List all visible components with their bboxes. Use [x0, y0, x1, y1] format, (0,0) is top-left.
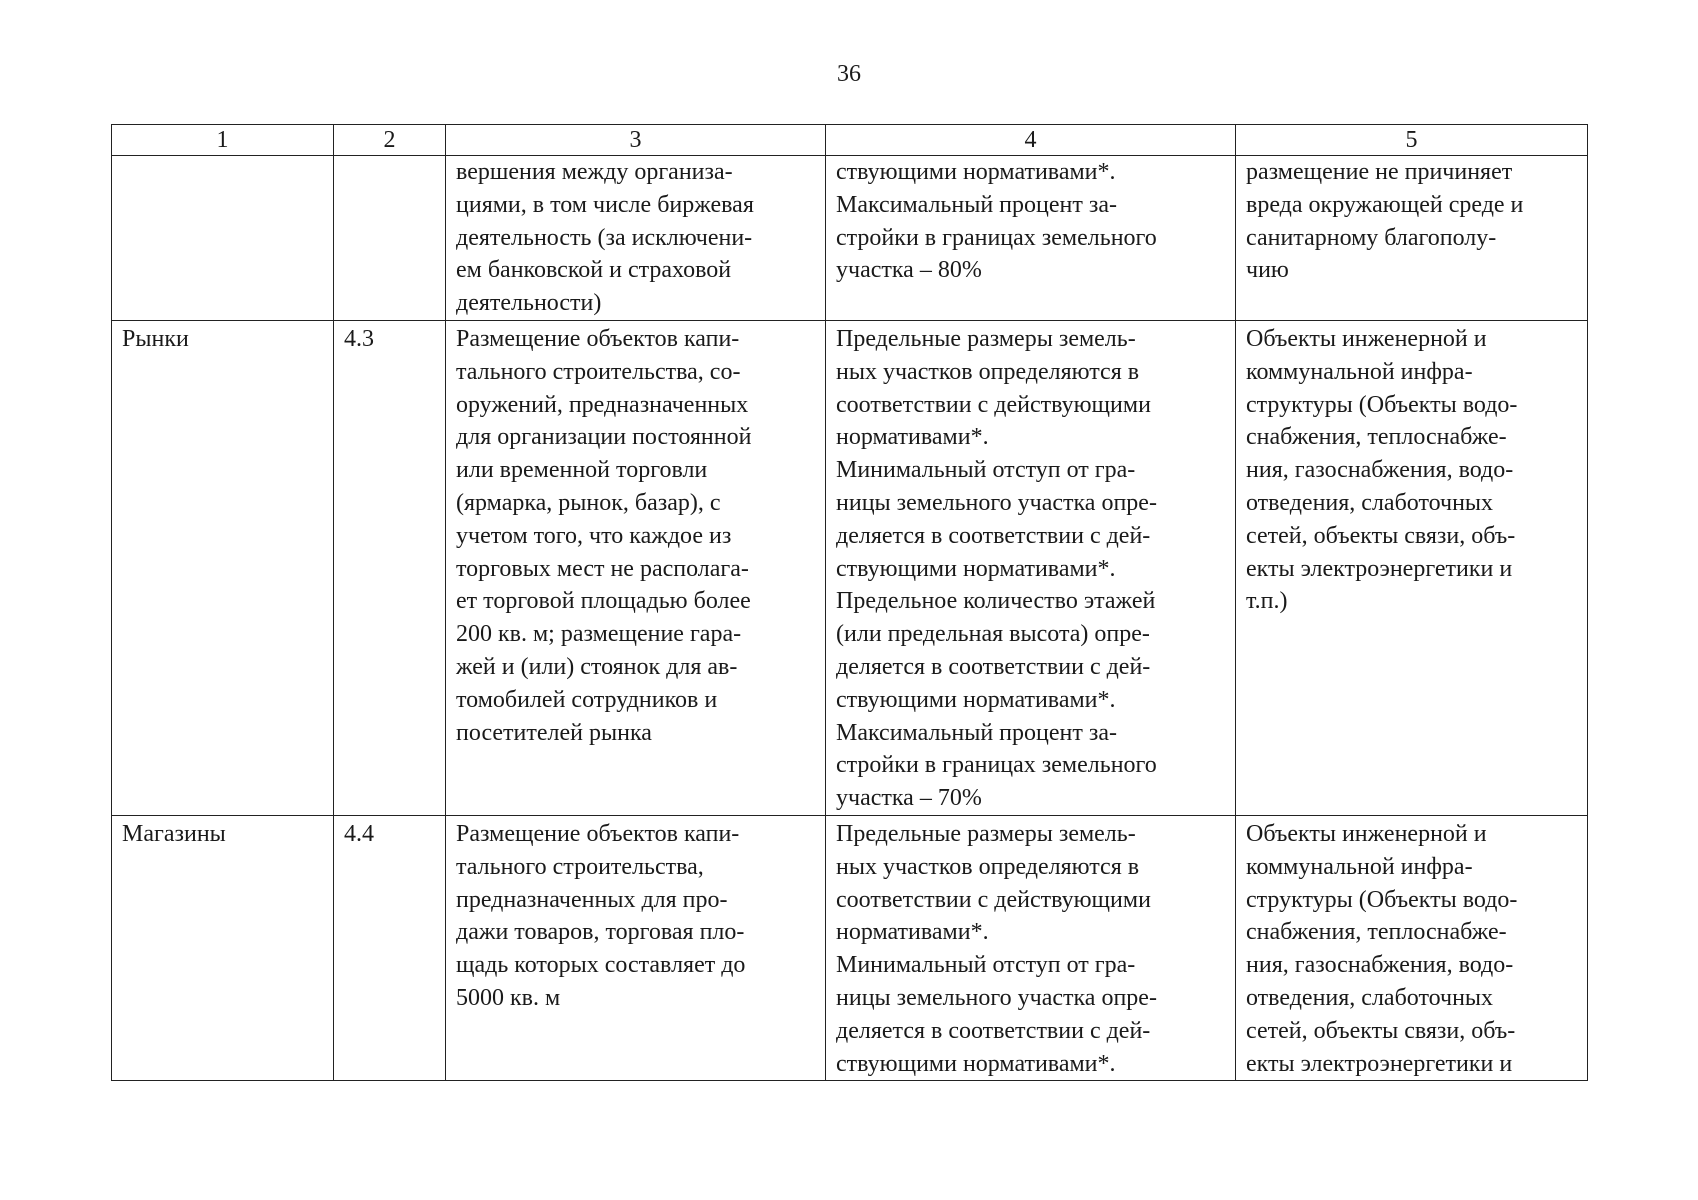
use-name-cell [112, 156, 334, 321]
header-cell-3: 3 [446, 125, 826, 156]
auxiliary-uses-cell: Объекты инженерной и коммунальной инфра- структуры (Объекты водо- снабжения, теплоснабже- ния, газоснабжения, водо- отведения, слаботочных сетей, объекты связи, объ- екты электроэнергетики и т.п.) [1236, 320, 1588, 815]
use-parameters-cell: Предельные размеры земель- ных участков определяются в соответствии с действующими нормативами*. Минимальный отступ от гра- ницы земельного участка опре- деляется в соответствии с дей- ствующими нормативами*. Предельное количество этажей (или предельная высота) опре- деляется в соответствии с дей- ствующими нормативами*. Максимальный процент за- стройки в границах земельного участка – 70% [826, 320, 1236, 815]
use-code-cell: 4.3 [334, 320, 446, 815]
header-cell-1: 1 [112, 125, 334, 156]
header-cell-5: 5 [1236, 125, 1588, 156]
header-cell-2: 2 [334, 125, 446, 156]
land-use-table [111, 124, 1588, 1081]
table-header-row [112, 125, 1588, 156]
auxiliary-uses-cell: Объекты инженерной и коммунальной инфра- структуры (Объекты водо- снабжения, теплоснабже- ния, газоснабжения, водо- отведения, слаботочных сетей, объекты связи, объ- екты электроэнергетики и [1236, 815, 1588, 1080]
use-parameters-cell: Предельные размеры земель- ных участков определяются в соответствии с действующими нормативами*. Минимальный отступ от гра- ницы земельного участка опре- деляется в соответствии с дей- ствующими нормативами*. [826, 815, 1236, 1080]
use-code-cell: 4.4 [334, 815, 446, 1080]
use-description-cell: Размещение объектов капи- тального строительства, со- оружений, предназначенных для организации постоянной или временной торговли (ярмарка, рынок, базар), с учетом того, что каждое из торговых мест не располага- ет торговой площадью более 200 кв. м; размещение гара- жей и (или) стоянок для ав- томобилей сотрудников и посетителей рынка [446, 320, 826, 815]
use-description-cell: Размещение объектов капи- тального строительства, предназначенных для про- дажи товаров, торговая пло- щадь которых составляет до 5000 кв. м [446, 815, 826, 1080]
use-description-cell: вершения между организа- циями, в том числе биржевая деятельность (за исключени- ем банковской и страховой деятельности) [446, 156, 826, 321]
table-row [112, 156, 1588, 321]
use-name-cell: Рынки [112, 320, 334, 815]
auxiliary-uses-cell: размещение не причиняет вреда окружающей среде и санитарному благополу- чию [1236, 156, 1588, 321]
use-code-cell [334, 156, 446, 321]
header-cell-4: 4 [826, 125, 1236, 156]
table-row [112, 815, 1588, 1080]
use-name-cell: Магазины [112, 815, 334, 1080]
page-number: 36 [837, 61, 861, 87]
table-row [112, 320, 1588, 815]
use-parameters-cell: ствующими нормативами*. Максимальный процент за- стройки в границах земельного участка – 80% [826, 156, 1236, 321]
